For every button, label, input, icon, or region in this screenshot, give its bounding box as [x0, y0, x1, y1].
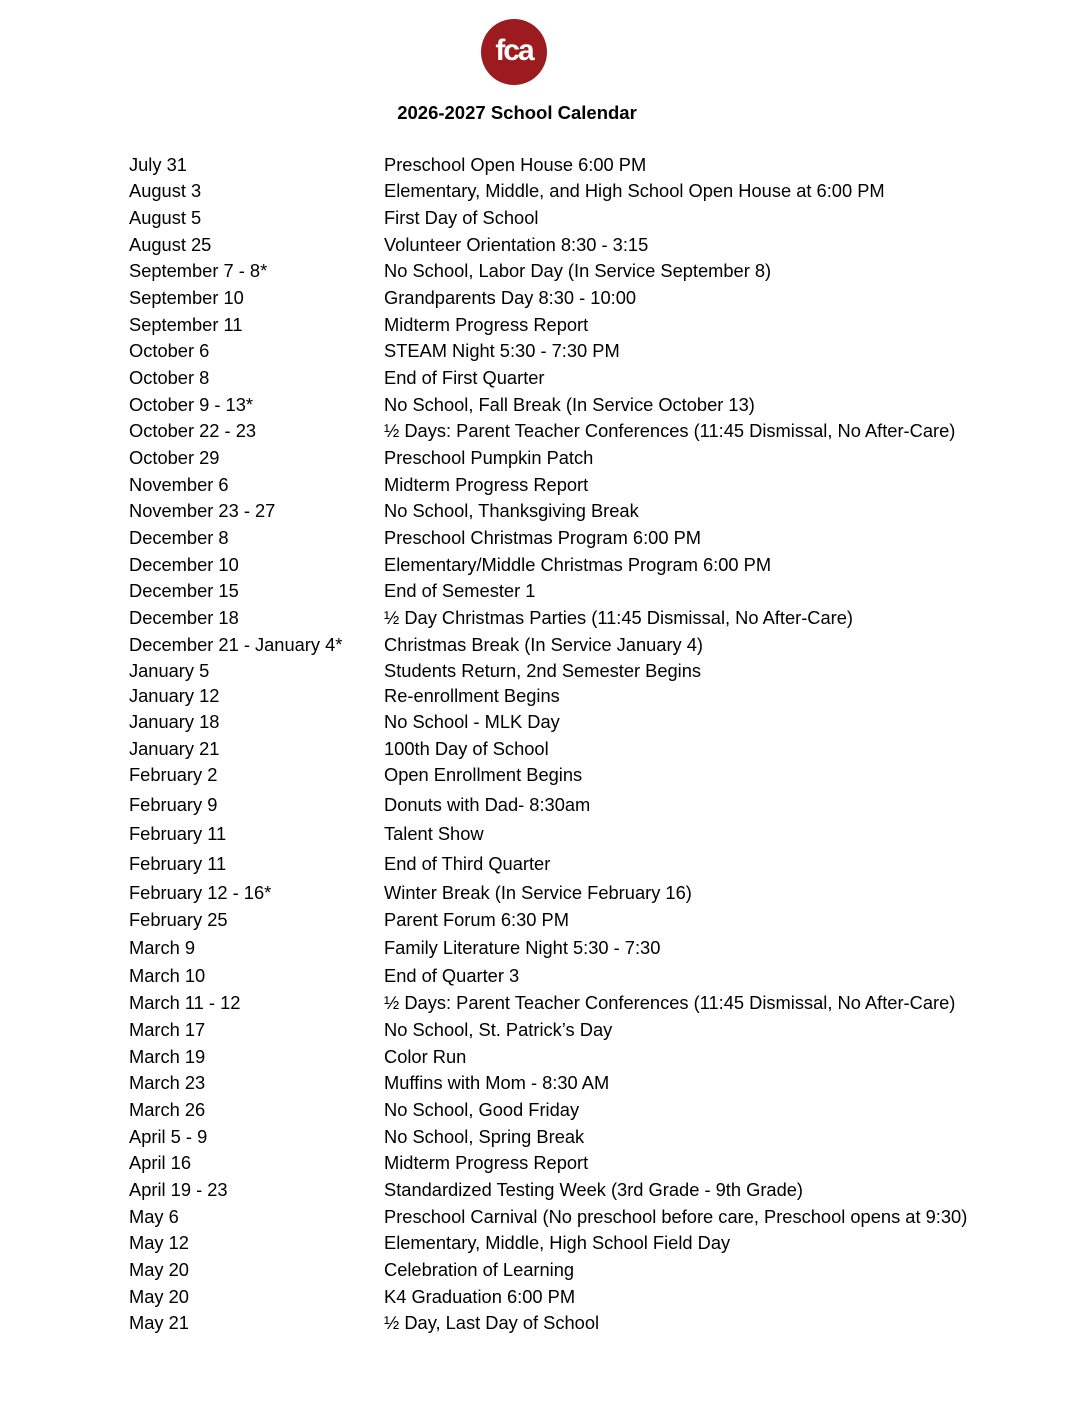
event-date: May 12 [129, 1232, 189, 1253]
event-description: Standardized Testing Week (3rd Grade - 9th Grade) [384, 1179, 803, 1200]
event-date: September 7 - 8* [129, 260, 268, 281]
event-date: January 21 [129, 738, 220, 759]
event-date: September 11 [129, 314, 243, 335]
event-description: Preschool Carnival (No preschool before care, Preschool opens at 9:30) [384, 1206, 968, 1227]
event-date: October 8 [129, 367, 210, 388]
calendar-row [0, 1045, 1088, 1069]
event-date: February 11 [129, 823, 227, 844]
event-description: K4 Graduation 6:00 PM [384, 1286, 576, 1307]
calendar-row [0, 313, 1088, 337]
calendar-row [0, 822, 1088, 846]
event-date: March 10 [129, 965, 206, 986]
event-date: March 11 - 12 [129, 992, 241, 1013]
event-date: October 22 - 23 [129, 420, 257, 441]
calendar-row [0, 366, 1088, 390]
event-description: Family Literature Night 5:30 - 7:30 [384, 937, 661, 958]
calendar-row [0, 633, 1088, 657]
event-description: Winter Break (In Service February 16) [384, 882, 692, 903]
event-description: First Day of School [384, 207, 539, 228]
event-description: ½ Day Christmas Parties (11:45 Dismissal, No After-Care) [384, 607, 854, 628]
event-description: No School - MLK Day [384, 711, 560, 732]
calendar-row [0, 339, 1088, 363]
event-description: ½ Days: Parent Teacher Conferences (11:45 Dismissal, No After-Care) [384, 420, 956, 441]
calendar-row [0, 908, 1088, 932]
event-description: Elementary/Middle Christmas Program 6:00 PM [384, 554, 772, 575]
event-description: No School, St. Patrick’s Day [384, 1019, 613, 1040]
calendar-row [0, 1125, 1088, 1149]
calendar-row [0, 499, 1088, 523]
event-description: Color Run [384, 1046, 467, 1067]
calendar-row [0, 419, 1088, 443]
calendar-row [0, 606, 1088, 630]
event-description: End of First Quarter [384, 367, 545, 388]
calendar-row [0, 259, 1088, 283]
event-description: Christmas Break (In Service January 4) [384, 634, 704, 655]
event-date: February 2 [129, 764, 218, 785]
calendar-row [0, 286, 1088, 310]
event-description: No School, Good Friday [384, 1099, 580, 1120]
event-date: October 6 [129, 340, 210, 361]
event-date: March 23 [129, 1072, 206, 1093]
event-description: Preschool Christmas Program 6:00 PM [384, 527, 701, 548]
event-date: December 8 [129, 527, 229, 548]
event-description: End of Third Quarter [384, 853, 551, 874]
calendar-row [0, 710, 1088, 734]
event-date: December 21 - January 4* [129, 634, 343, 655]
event-date: February 11 [129, 853, 227, 874]
calendar-row [0, 684, 1088, 708]
event-description: Parent Forum 6:30 PM [384, 909, 569, 930]
event-date: January 18 [129, 711, 220, 732]
event-description: Grandparents Day 8:30 - 10:00 [384, 287, 637, 308]
event-date: January 5 [129, 660, 210, 681]
event-date: April 16 [129, 1152, 191, 1173]
calendar-row [0, 179, 1088, 203]
calendar-row [0, 446, 1088, 470]
event-date: May 6 [129, 1206, 179, 1227]
calendar-row [0, 206, 1088, 230]
calendar-row [0, 473, 1088, 497]
event-description: Elementary, Middle, High School Field Day [384, 1232, 731, 1253]
event-date: August 3 [129, 180, 202, 201]
event-date: February 9 [129, 794, 218, 815]
event-date: December 18 [129, 607, 239, 628]
event-date: October 29 [129, 447, 220, 468]
calendar-row [0, 1071, 1088, 1095]
event-date: December 10 [129, 554, 239, 575]
event-date: March 9 [129, 937, 196, 958]
event-description: Midterm Progress Report [384, 474, 589, 495]
event-description: End of Semester 1 [384, 580, 536, 601]
calendar-row [0, 1205, 1088, 1229]
calendar-row [0, 1098, 1088, 1122]
event-date: March 17 [129, 1019, 206, 1040]
calendar-row [0, 1258, 1088, 1282]
logo-text: fca [495, 33, 533, 67]
event-description: End of Quarter 3 [384, 965, 520, 986]
event-date: May 20 [129, 1286, 189, 1307]
event-description: Talent Show [384, 823, 484, 844]
event-description: No School, Fall Break (In Service October 13) [384, 394, 755, 415]
calendar-row [0, 233, 1088, 257]
calendar-row [0, 991, 1088, 1015]
calendar-row [0, 526, 1088, 550]
event-description: 100th Day of School [384, 738, 549, 759]
event-description: Open Enrollment Begins [384, 764, 583, 785]
event-date: March 26 [129, 1099, 206, 1120]
event-description: Re-enrollment Begins [384, 685, 560, 706]
event-description: No School, Labor Day (In Service September 8) [384, 260, 772, 281]
event-date: May 21 [129, 1312, 189, 1333]
calendar-row [0, 153, 1088, 177]
event-description: ½ Day, Last Day of School [384, 1312, 600, 1333]
event-description: Preschool Open House 6:00 PM [384, 154, 647, 175]
calendar-row [0, 881, 1088, 905]
calendar-row [0, 393, 1088, 417]
calendar-row [0, 1311, 1088, 1335]
page-title: 2026-2027 School Calendar [397, 102, 637, 123]
calendar-row [0, 793, 1088, 817]
event-description: Elementary, Middle, and High School Open House at 6:00 PM [384, 180, 885, 201]
event-date: May 20 [129, 1259, 189, 1280]
event-description: Midterm Progress Report [384, 1152, 589, 1173]
calendar-row [0, 1178, 1088, 1202]
event-date: October 9 - 13* [129, 394, 253, 415]
event-date: September 10 [129, 287, 244, 308]
event-description: Preschool Pumpkin Patch [384, 447, 594, 468]
event-date: November 23 - 27 [129, 500, 276, 521]
event-description: Celebration of Learning [384, 1259, 575, 1280]
calendar-row [0, 579, 1088, 603]
event-description: STEAM Night 5:30 - 7:30 PM [384, 340, 620, 361]
event-date: April 5 - 9 [129, 1126, 208, 1147]
event-date: March 19 [129, 1046, 206, 1067]
event-description: No School, Spring Break [384, 1126, 585, 1147]
calendar-row [0, 737, 1088, 761]
event-date: July 31 [129, 154, 187, 175]
event-date: December 15 [129, 580, 239, 601]
calendar-row [0, 763, 1088, 787]
event-date: August 5 [129, 207, 202, 228]
event-date: April 19 - 23 [129, 1179, 228, 1200]
calendar-row [0, 1231, 1088, 1255]
event-description: Students Return, 2nd Semester Begins [384, 660, 702, 681]
event-description: Midterm Progress Report [384, 314, 589, 335]
event-date: November 6 [129, 474, 229, 495]
calendar-row [0, 1018, 1088, 1042]
calendar-row [0, 659, 1088, 683]
event-date: February 12 - 16* [129, 882, 272, 903]
calendar-row [0, 964, 1088, 988]
event-date: August 25 [129, 234, 212, 255]
event-description: ½ Days: Parent Teacher Conferences (11:45 Dismissal, No After-Care) [384, 992, 956, 1013]
event-date: January 12 [129, 685, 220, 706]
event-date: February 25 [129, 909, 228, 930]
event-description: Donuts with Dad- 8:30am [384, 794, 591, 815]
calendar-row [0, 1151, 1088, 1175]
event-description: No School, Thanksgiving Break [384, 500, 639, 521]
event-description: Volunteer Orientation 8:30 - 3:15 [384, 234, 649, 255]
calendar-row [0, 1285, 1088, 1309]
calendar-row [0, 936, 1088, 960]
calendar-row [0, 553, 1088, 577]
event-description: Muffins with Mom - 8:30 AM [384, 1072, 610, 1093]
calendar-row [0, 852, 1088, 876]
